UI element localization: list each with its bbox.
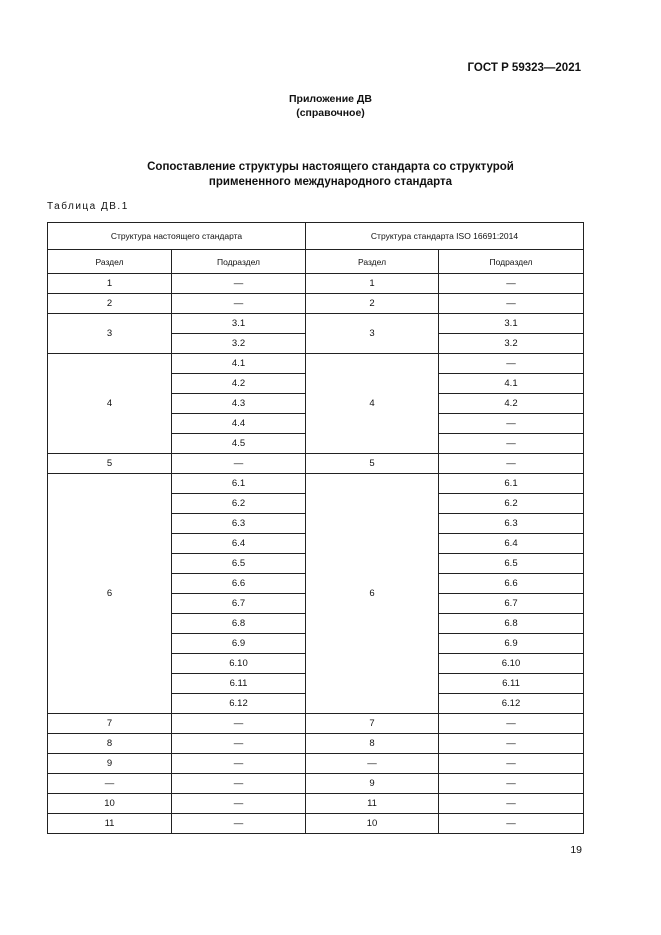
section-cell: 11 <box>48 814 172 834</box>
iso-subsection-cell: 6.3 <box>439 514 584 534</box>
subsection-cell: 4.1 <box>172 354 306 374</box>
group-header-iso-standard: Структура стандарта ISO 16691:2014 <box>306 223 584 250</box>
subsection-cell: 6.2 <box>172 494 306 514</box>
iso-subsection-cell: — <box>439 434 584 454</box>
subsection-cell: 6.5 <box>172 554 306 574</box>
iso-section-cell: 9 <box>306 774 439 794</box>
column-header-iso-subsection: Подраздел <box>439 250 584 274</box>
subsection-cell: 4.5 <box>172 434 306 454</box>
table-row <box>48 294 584 314</box>
title-line-1: Сопоставление структуры настоящего стандарта со структурой <box>147 161 514 173</box>
subsection-cell: — <box>172 774 306 794</box>
section-cell: 10 <box>48 794 172 814</box>
iso-subsection-cell: 4.2 <box>439 394 584 414</box>
iso-section-cell: 4 <box>306 354 439 454</box>
iso-subsection-cell: — <box>439 774 584 794</box>
iso-subsection-cell: — <box>439 814 584 834</box>
iso-section-cell: 6 <box>306 474 439 714</box>
table-caption: Таблица ДВ.1 <box>47 201 129 212</box>
iso-subsection-cell: 6.10 <box>439 654 584 674</box>
iso-subsection-cell: — <box>439 734 584 754</box>
iso-section-cell: 10 <box>306 814 439 834</box>
page-number: 19 <box>570 844 582 856</box>
section-cell: 9 <box>48 754 172 774</box>
standard-id: ГОСТ Р 59323—2021 <box>467 62 581 74</box>
iso-subsection-cell: — <box>439 454 584 474</box>
iso-subsection-cell: 6.5 <box>439 554 584 574</box>
subsection-cell: 6.10 <box>172 654 306 674</box>
iso-subsection-cell: — <box>439 714 584 734</box>
subsection-cell: — <box>172 454 306 474</box>
iso-subsection-cell: — <box>439 794 584 814</box>
title-line-2: примененного международного стандарта <box>208 176 453 188</box>
iso-subsection-cell: 6.7 <box>439 594 584 614</box>
section-cell: 2 <box>48 294 172 314</box>
iso-subsection-cell: 6.6 <box>439 574 584 594</box>
subsection-cell: 4.2 <box>172 374 306 394</box>
iso-subsection-cell: 6.9 <box>439 634 584 654</box>
iso-subsection-cell: 3.2 <box>439 334 584 354</box>
subsection-cell: — <box>172 754 306 774</box>
table-row <box>48 754 584 774</box>
iso-subsection-cell: 6.4 <box>439 534 584 554</box>
iso-section-cell: 5 <box>306 454 439 474</box>
subsection-cell: — <box>172 714 306 734</box>
iso-subsection-cell: 6.12 <box>439 694 584 714</box>
subsection-cell: — <box>172 814 306 834</box>
iso-section-cell: — <box>306 754 439 774</box>
subsection-cell: 6.3 <box>172 514 306 534</box>
section-cell: 6 <box>48 474 172 714</box>
subsection-cell: 6.9 <box>172 634 306 654</box>
iso-subsection-cell: — <box>439 754 584 774</box>
subsection-cell: 6.4 <box>172 534 306 554</box>
subsection-cell: 6.12 <box>172 694 306 714</box>
column-header-section: Раздел <box>48 250 172 274</box>
subsection-cell: 3.1 <box>172 314 306 334</box>
section-cell: 3 <box>48 314 172 354</box>
iso-subsection-cell: 6.2 <box>439 494 584 514</box>
comparison-table <box>47 222 584 834</box>
table-row <box>48 454 584 474</box>
group-header-current-standard: Структура настоящего стандарта <box>48 223 306 250</box>
column-header-iso-section: Раздел <box>306 250 439 274</box>
table-row <box>48 274 584 294</box>
iso-section-cell: 3 <box>306 314 439 354</box>
section-cell: 7 <box>48 714 172 734</box>
subsection-cell: — <box>172 734 306 754</box>
section-cell: 1 <box>48 274 172 294</box>
section-cell: 4 <box>48 354 172 454</box>
table-row <box>48 474 584 494</box>
iso-subsection-cell: 4.1 <box>439 374 584 394</box>
iso-subsection-cell: 6.1 <box>439 474 584 494</box>
iso-subsection-cell: — <box>439 354 584 374</box>
table-row <box>48 314 584 334</box>
document-title <box>0 160 661 190</box>
table-row <box>48 714 584 734</box>
column-header-subsection: Подраздел <box>172 250 306 274</box>
iso-section-cell: 11 <box>306 794 439 814</box>
iso-section-cell: 7 <box>306 714 439 734</box>
iso-section-cell: 1 <box>306 274 439 294</box>
annex-subtitle: (справочное) <box>296 107 365 119</box>
iso-subsection-cell: 6.8 <box>439 614 584 634</box>
subsection-cell: 4.3 <box>172 394 306 414</box>
iso-section-cell: 2 <box>306 294 439 314</box>
iso-subsection-cell: — <box>439 414 584 434</box>
section-cell: 5 <box>48 454 172 474</box>
iso-subsection-cell: 6.11 <box>439 674 584 694</box>
iso-subsection-cell: — <box>439 274 584 294</box>
subsection-cell: — <box>172 294 306 314</box>
iso-subsection-cell: 3.1 <box>439 314 584 334</box>
table-row <box>48 814 584 834</box>
subsection-cell: 6.8 <box>172 614 306 634</box>
annex-title: Приложение ДВ <box>289 93 372 105</box>
table-row <box>48 734 584 754</box>
iso-subsection-cell: — <box>439 294 584 314</box>
subsection-cell: — <box>172 274 306 294</box>
section-cell: 8 <box>48 734 172 754</box>
section-cell: — <box>48 774 172 794</box>
subsection-cell: 4.4 <box>172 414 306 434</box>
subsection-cell: 6.6 <box>172 574 306 594</box>
subsection-cell: — <box>172 794 306 814</box>
subsection-cell: 6.1 <box>172 474 306 494</box>
table-row <box>48 774 584 794</box>
table-row <box>48 354 584 374</box>
subsection-cell: 3.2 <box>172 334 306 354</box>
table-row <box>48 794 584 814</box>
subsection-cell: 6.7 <box>172 594 306 614</box>
subsection-cell: 6.11 <box>172 674 306 694</box>
annex-heading <box>0 92 661 120</box>
iso-section-cell: 8 <box>306 734 439 754</box>
